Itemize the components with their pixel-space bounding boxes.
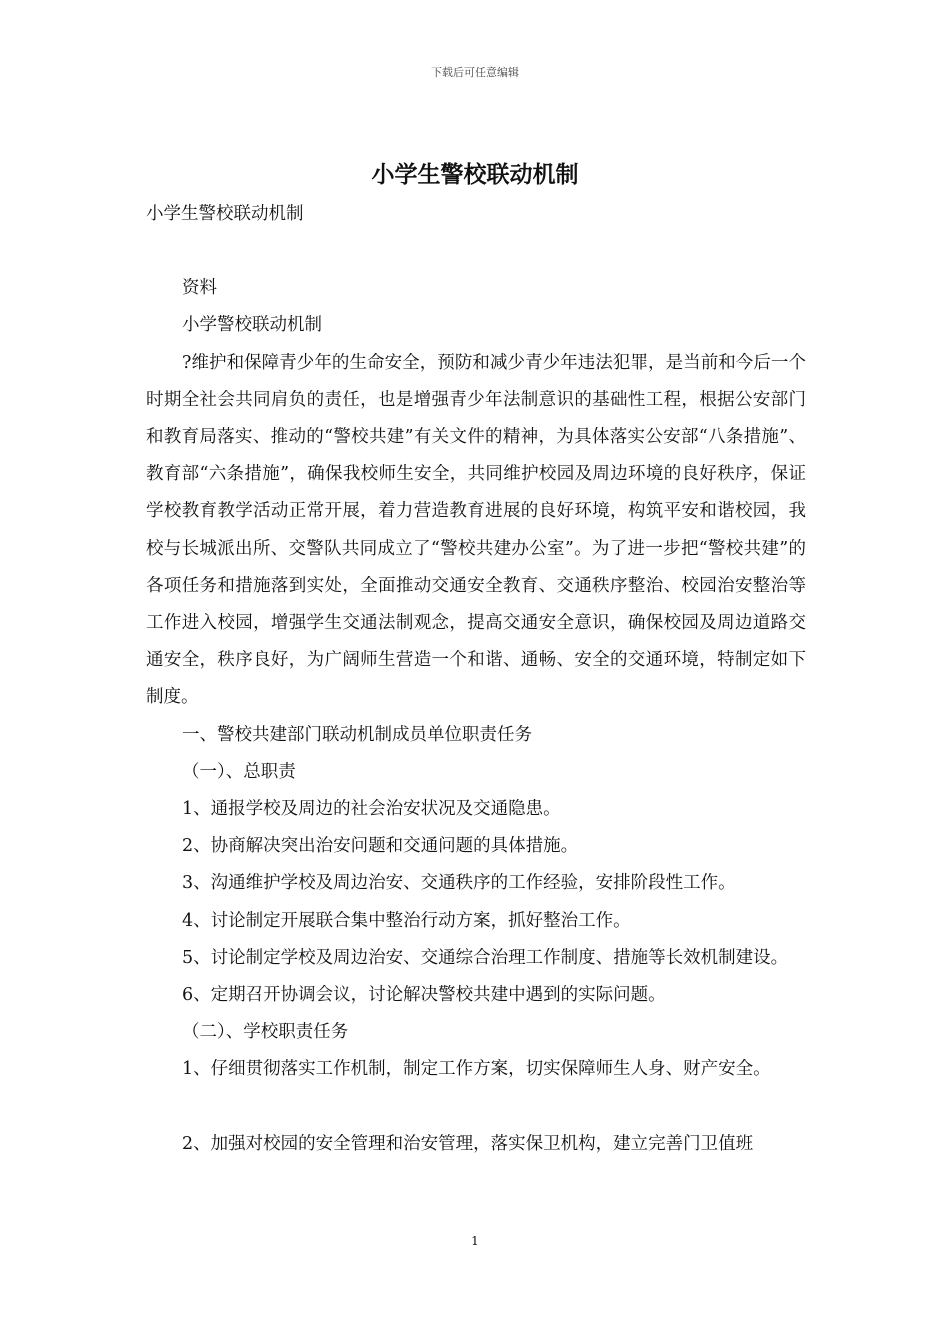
list-item: 4、讨论制定开展联合集中整治行动方案，抓好整治工作。 — [182, 910, 631, 931]
list-item: 1、仔细贯彻落实工作机制，制定工作方案，切实保障师生人身、财产安全。 — [182, 1059, 771, 1080]
document-body — [146, 196, 806, 1163]
header-note: 下载后可任意编辑 — [431, 66, 519, 79]
paragraph: ?维护和保障青少年的生命安全，预防和减少青少年违法犯罪，是当前和今后一个时期全社会共同肩负的责任，也是增强青少年法制意识的基础性工程，根据公安部门和教育局落实、推动的“警校共建”有关文件的精神，为具体落实公安部“八条措施”、教育部“六条措施”，确保我校师生安全，共同维护校园及周边环境的良好秩序，保证学校教育教学活动正常开展，着力营造教育进展的良好环境，构筑平安和谐校园，我校与长城派出所、交警队共同成立了“警校共建办公室”。为了进一步把“警校共建”的各项任务和措施落到实处，全面推动交通安全教育、交通秩序整治、校园治安整治等工作进入校园，增强学生交通法制观念，提高交通安全意识，确保校园及周边道路交通安全，秩序良好，为广阔师生营造一个和谐、通畅、安全的交通环境，特制定如下制度。 — [146, 352, 806, 708]
paragraph: 小学警校联动机制 — [182, 315, 322, 336]
subsection-heading: （二）、学校职责任务 — [182, 1022, 349, 1043]
page-title: 小学生警校联动机制 — [371, 161, 579, 188]
subsection-heading: （一）、总职责 — [182, 761, 296, 782]
list-item: 6、定期召开协调会议，讨论解决警校共建中遇到的实际问题。 — [182, 985, 666, 1006]
paragraph: 资料 — [182, 278, 217, 299]
list-item: 2、加强对校园的安全管理和治安管理，落实保卫机构，建立完善门卫值班 — [182, 1133, 754, 1154]
list-item: 2、协商解决突出治安问题和交通问题的具体措施。 — [182, 836, 579, 857]
list-item: 3、沟通维护学校及周边治安、交通秩序的工作经验，安排阶段性工作。 — [182, 873, 736, 894]
blank-line — [146, 1089, 806, 1126]
list-item: 1、通报学校及周边的社会治安状况及交通隐患。 — [182, 799, 561, 820]
list-item: 5、讨论制定学校及周边治安、交通综合治理工作制度、措施等长效机制建设。 — [182, 947, 789, 968]
blank-line — [146, 233, 806, 270]
page-number: 1 — [471, 1234, 479, 1248]
section-heading: 一、警校共建部门联动机制成员单位职责任务 — [182, 724, 532, 745]
subtitle-line: 小学生警校联动机制 — [146, 204, 304, 224]
